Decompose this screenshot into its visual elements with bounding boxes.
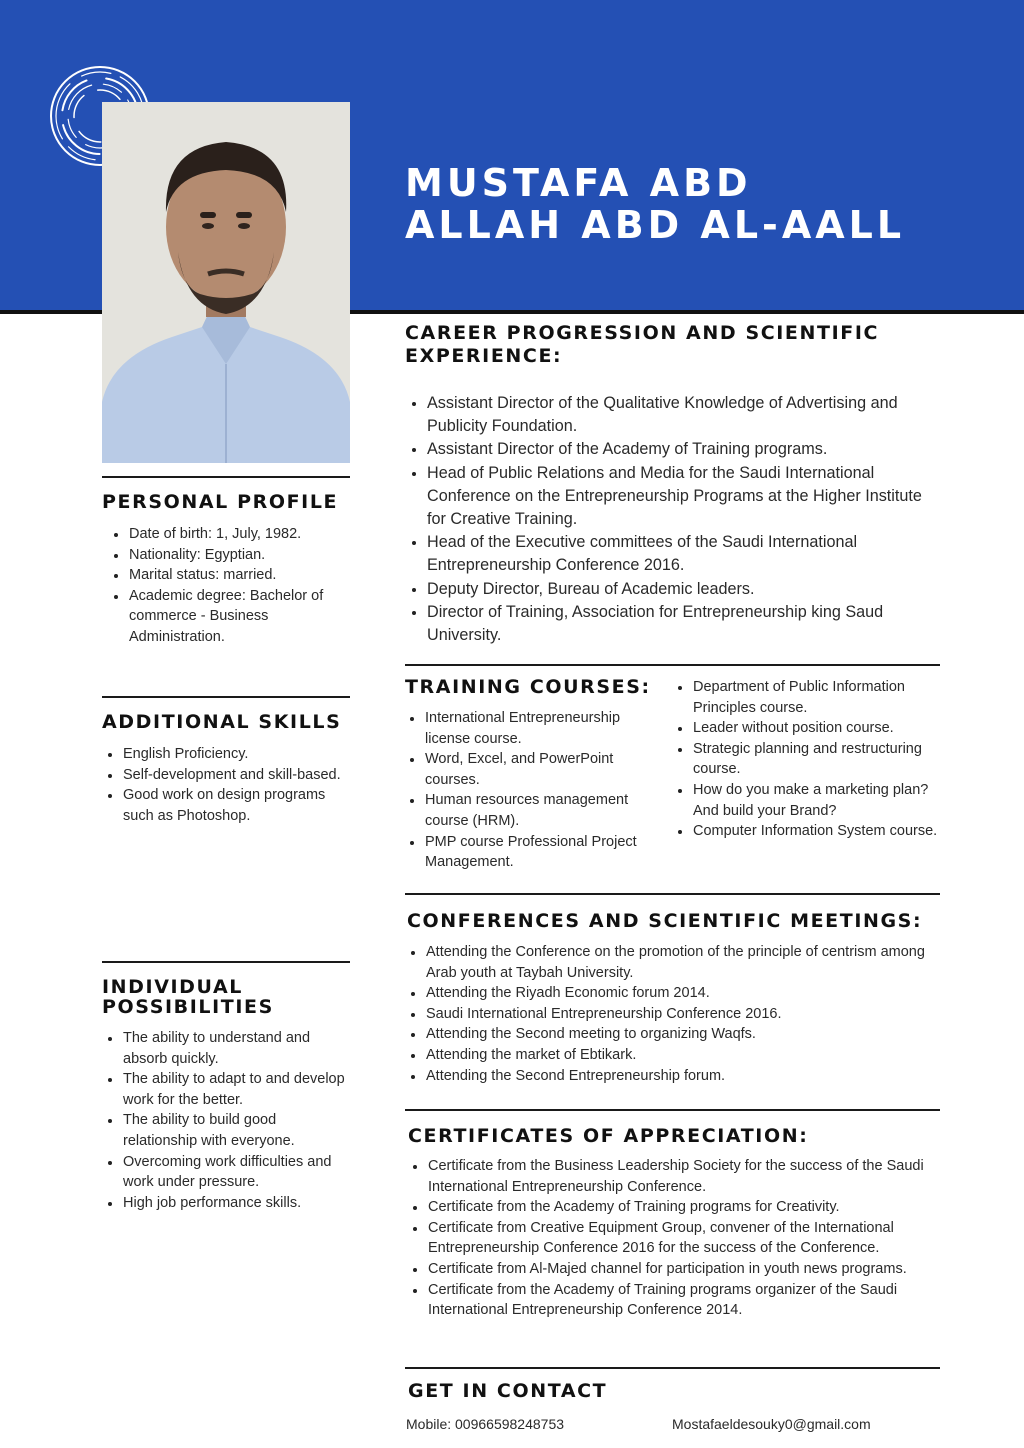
personal-profile-heading: PERSONAL PROFILE (102, 491, 339, 513)
list-item: Head of Public Relations and Media for the Saudi International Conference on the Entrepreneurship Programs at the Higher Institute for Creative Training. (406, 462, 940, 532)
list-item: The ability to understand and absorb quickly. (102, 1028, 350, 1069)
list-item: The ability to adapt to and develop work for the better. (102, 1069, 350, 1110)
list-item: International Entrepreneurship license course. (404, 708, 666, 749)
list-item: The ability to build good relationship with everyone. (102, 1110, 350, 1151)
list-item: Leader without position course. (672, 718, 954, 739)
contact-divider (405, 1367, 940, 1369)
list-item: Attending the market of Ebtikark. (405, 1045, 940, 1066)
profile-divider (102, 476, 350, 478)
list-item: English Proficiency. (102, 744, 348, 765)
email-address: Mostafaeldesouky0@gmail.com (672, 1416, 871, 1432)
list-item: Certificate from Creative Equipment Group, convener of the International Entrepreneurship Conference 2016 for the success of the Conference. (407, 1218, 942, 1259)
contact-heading: GET IN CONTACT (408, 1380, 608, 1402)
list-item: Certificate from the Academy of Training programs organizer of the Saudi International Entrepreneurship Conference 2014. (407, 1280, 942, 1321)
training-heading: TRAINING COURSES: (405, 676, 651, 698)
list-item: Attending the Conference on the promotion of the principle of centrism among Arab youth at Taybah University. (405, 942, 940, 983)
certificates-divider (405, 1109, 940, 1111)
profile-photo (102, 102, 350, 463)
certificates-heading: CERTIFICATES OF APPRECIATION: (408, 1125, 809, 1147)
list-item: Assistant Director of the Qualitative Knowledge of Advertising and Publicity Foundation. (406, 392, 940, 438)
name-line-2: ALLAH ABD AL-AALL (405, 203, 906, 247)
list-item: Director of Training, Association for Entrepreneurship king Saud University. (406, 601, 940, 647)
personal-profile-list (108, 524, 348, 648)
list-item: Department of Public Information Principles course. (672, 677, 954, 718)
individual-possibilities-list (102, 1028, 350, 1213)
list-item: Date of birth: 1, July, 1982. (108, 524, 348, 545)
conferences-divider (405, 893, 940, 895)
additional-skills-list (102, 744, 348, 826)
possibilities-divider (102, 961, 350, 963)
career-heading: CAREER PROGRESSION AND SCIENTIFIC EXPERIENCE: (405, 322, 880, 367)
mobile-number: Mobile: 00966598248753 (406, 1416, 565, 1432)
skills-divider (102, 696, 350, 698)
conferences-list (405, 942, 940, 1086)
person-name (405, 162, 905, 246)
name-line-1: MUSTAFA ABD (405, 161, 752, 205)
list-item: Overcoming work difficulties and work under pressure. (102, 1152, 350, 1193)
list-item: Deputy Director, Bureau of Academic leaders. (406, 578, 940, 601)
training-list-right (672, 677, 954, 842)
list-item: Head of the Executive committees of the Saudi International Entrepreneurship Conference 2016. (406, 531, 940, 577)
list-item: Nationality: Egyptian. (108, 545, 348, 566)
list-item: Attending the Riyadh Economic forum 2014. (405, 983, 940, 1004)
list-item: Strategic planning and restructuring course. (672, 739, 954, 780)
list-item: Computer Information System course. (672, 821, 954, 842)
list-item: Marital status: married. (108, 565, 348, 586)
list-item: High job performance skills. (102, 1193, 350, 1214)
list-item: Good work on design programs such as Photoshop. (102, 785, 348, 826)
list-item: Academic degree: Bachelor of commerce - Business Administration. (108, 586, 348, 648)
individual-possibilities-heading: INDIVIDUAL POSSIBILITIES (102, 976, 274, 1018)
additional-skills-heading: ADDITIONAL SKILLS (102, 711, 342, 733)
career-list (406, 392, 940, 647)
list-item: Assistant Director of the Academy of Training programs. (406, 438, 940, 461)
list-item: Certificate from the Business Leadership Society for the success of the Saudi International Entrepreneurship Conference. (407, 1156, 942, 1197)
list-item: PMP course Professional Project Management. (404, 832, 666, 873)
list-item: Attending the Second Entrepreneurship forum. (405, 1066, 940, 1087)
list-item: Self-development and skill-based. (102, 765, 348, 786)
training-divider (405, 664, 940, 666)
list-item: Certificate from the Academy of Training programs for Creativity. (407, 1197, 942, 1218)
certificates-list (407, 1156, 942, 1321)
list-item: How do you make a marketing plan? And build your Brand? (672, 780, 954, 821)
training-list-left (404, 708, 666, 873)
list-item: Saudi International Entrepreneurship Conference 2016. (405, 1004, 940, 1025)
list-item: Word, Excel, and PowerPoint courses. (404, 749, 666, 790)
conferences-heading: CONFERENCES AND SCIENTIFIC MEETINGS: (407, 910, 923, 932)
list-item: Attending the Second meeting to organizing Waqfs. (405, 1024, 940, 1045)
list-item: Human resources management course (HRM). (404, 790, 666, 831)
list-item: Certificate from Al-Majed channel for participation in youth news programs. (407, 1259, 942, 1280)
